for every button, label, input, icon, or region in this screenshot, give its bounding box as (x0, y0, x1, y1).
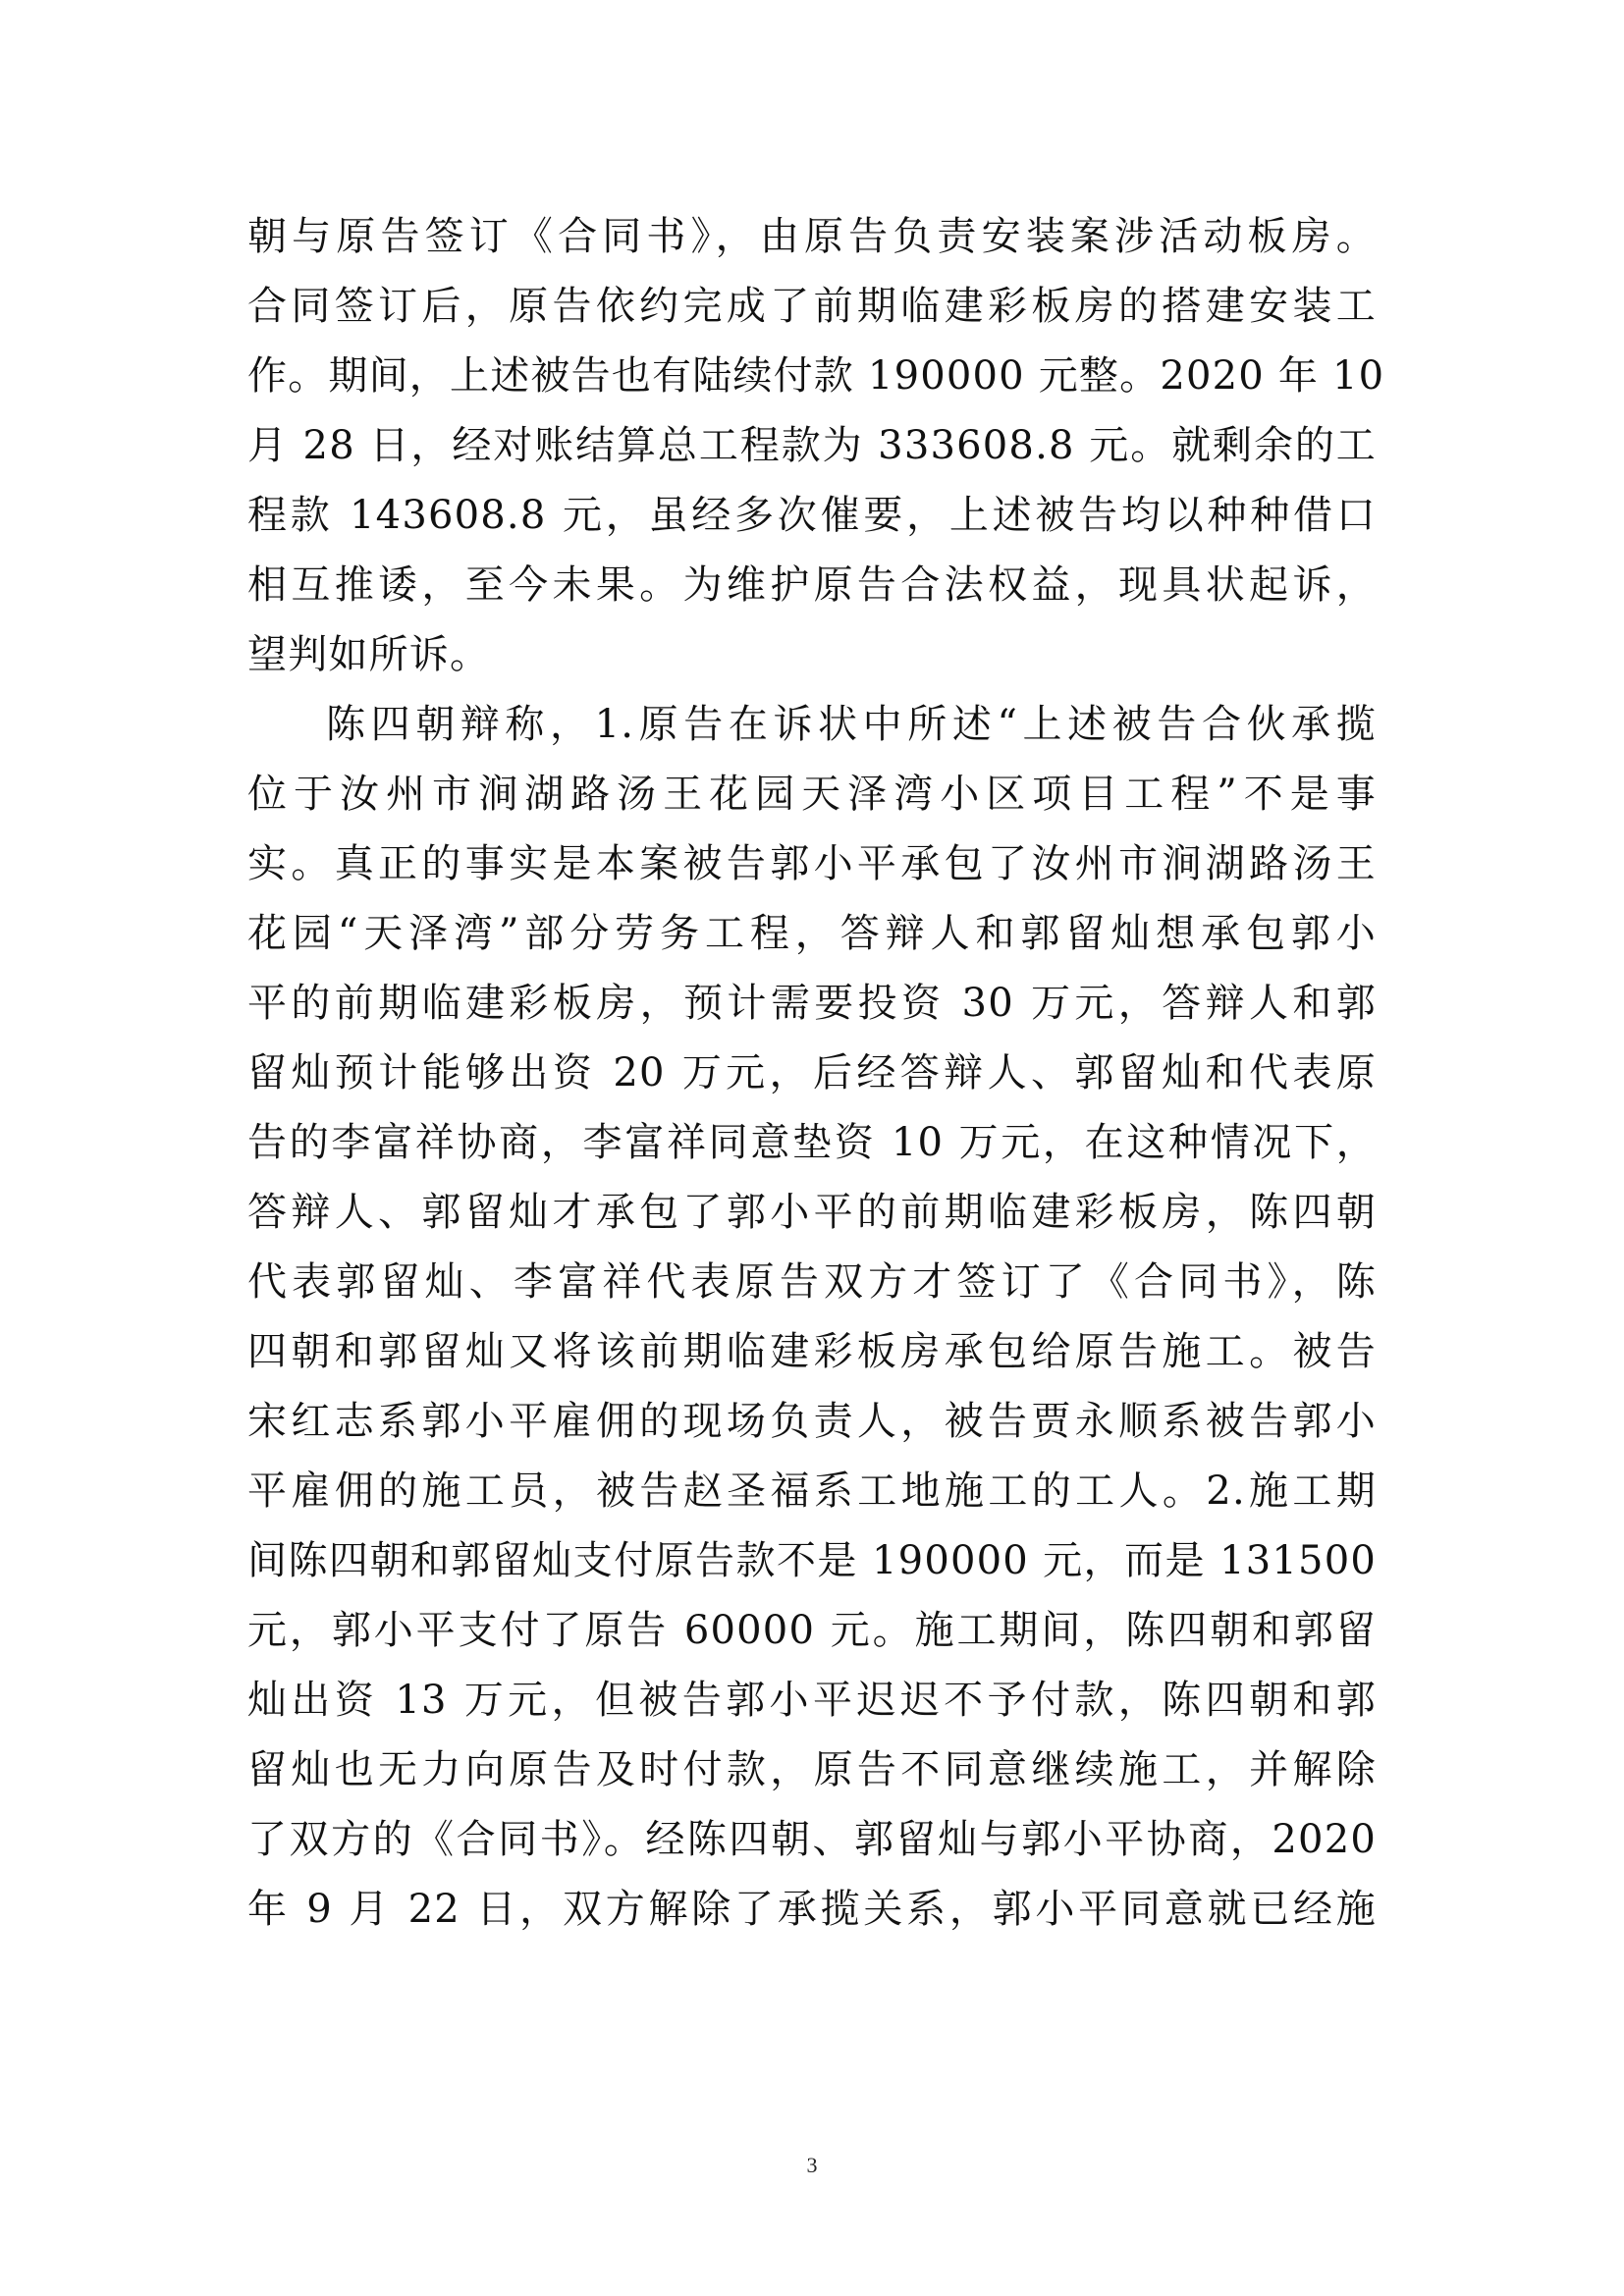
text-line: 平雇佣的施工员，被告赵圣福系工地施工的工人。2.施工期 (247, 1468, 1377, 1514)
text-line: 相互推诿，至今未果。为维护原告合法权益，现具状起诉， (247, 562, 1377, 608)
paragraph-plaintiff-claim (247, 202, 1385, 690)
text-line: 平的前期临建彩板房，预计需要投资 30 万元，答辩人和郭 (247, 981, 1377, 1026)
text-line: 代表郭留灿、李富祥代表原告双方才签订了《合同书》，陈 (247, 1259, 1377, 1305)
text-line: 朝与原告签订《合同书》，由原告负责安装案涉活动板房。 (247, 214, 1377, 259)
page-number: 3 (806, 2153, 818, 2177)
text-line: 陈四朝辩称，1.原告在诉状中所述“上述被告合伙承揽 (326, 702, 1377, 747)
text-line: 位于汝州市涧湖路汤王花园天泽湾小区项目工程”不是事 (247, 772, 1377, 817)
text-line: 望判如所诉。 (247, 632, 491, 677)
text-line: 四朝和郭留灿又将该前期临建彩板房承包给原告施工。被告 (247, 1329, 1377, 1374)
text-line: 花园“天泽湾”部分劳务工程，答辩人和郭留灿想承包郭小 (247, 911, 1377, 956)
text-line: 程款 143608.8 元，虽经多次催要，上述被告均以种种借口 (247, 493, 1377, 538)
text-line: 灿出资 13 万元，但被告郭小平迟迟不予付款，陈四朝和郭 (247, 1678, 1377, 1723)
text-line: 月 28 日，经对账结算总工程款为 333608.8 元。就剩余的工 (247, 423, 1377, 468)
text-line: 了双方的《合同书》。经陈四朝、郭留灿与郭小平协商，2020 (247, 1817, 1377, 1862)
text-line: 作。期间，上述被告也有陆续付款 190000 元整。2020 年 10 (247, 353, 1385, 399)
text-line: 元，郭小平支付了原告 60000 元。施工期间，陈四朝和郭留 (247, 1608, 1377, 1653)
text-line: 留灿预计能够出资 20 万元，后经答辩人、郭留灿和代表原 (247, 1050, 1377, 1095)
text-line: 间陈四朝和郭留灿支付原告款不是 190000 元，而是 131500 (247, 1538, 1377, 1583)
paragraph-defense-statement (247, 690, 1377, 1945)
text-line: 年 9 月 22 日，双方解除了承揽关系，郭小平同意就已经施 (247, 1887, 1377, 1932)
text-line: 留灿也无力向原告及时付款，原告不同意继续施工，并解除 (247, 1747, 1377, 1792)
text-line: 告的李富祥协商，李富祥同意垫资 10 万元，在这种情况下， (247, 1120, 1377, 1165)
text-line: 答辩人、郭留灿才承包了郭小平的前期临建彩板房，陈四朝 (247, 1190, 1377, 1235)
text-line: 宋红志系郭小平雇佣的现场负责人，被告贾永顺系被告郭小 (247, 1399, 1377, 1444)
text-line: 合同签订后，原告依约完成了前期临建彩板房的搭建安装工 (247, 284, 1377, 329)
text-line: 实。真正的事实是本案被告郭小平承包了汝州市涧湖路汤王 (247, 841, 1377, 886)
